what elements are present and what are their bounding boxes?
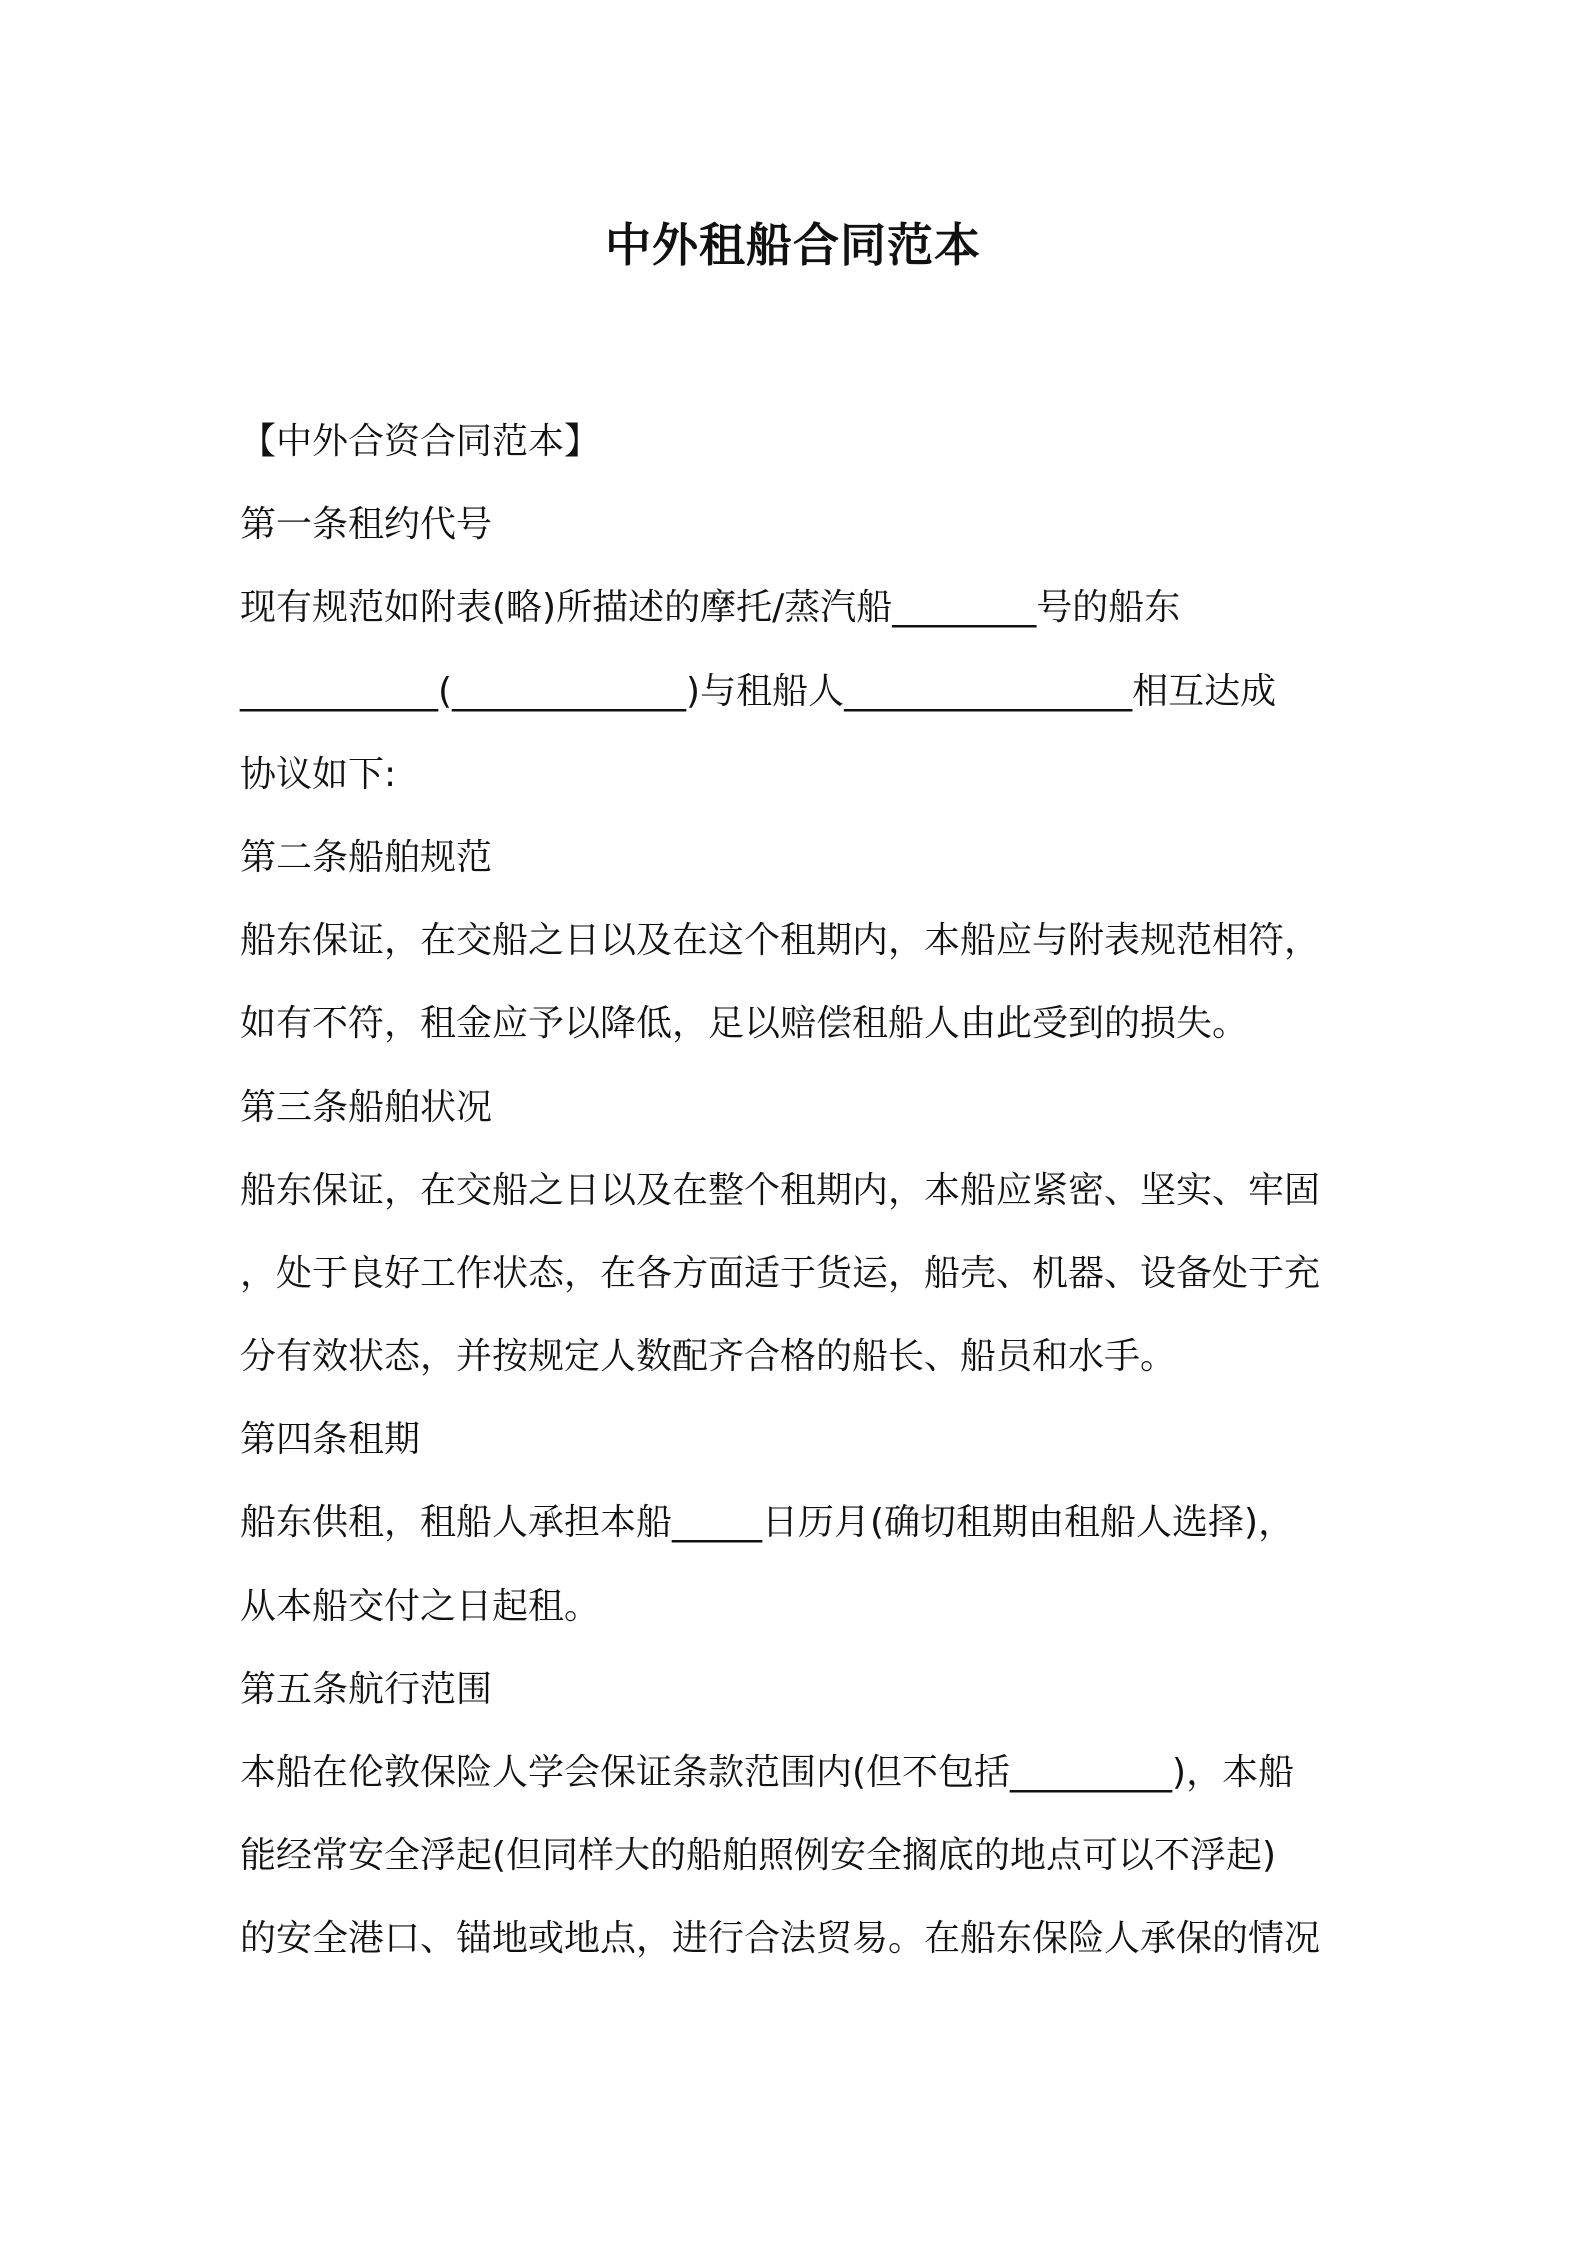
heading-contract-type: 【中外合资合同范本】 — [240, 421, 601, 462]
article-2-heading: 第二条船舶规范 — [240, 836, 493, 878]
paragraph-line: 船东保证，在交船之日以及在这个租期内，本船应与附表规范相符， — [240, 920, 1321, 962]
paragraph-line: ，处于良好工作状态，在各方面适于货运，船壳、机器、设备处于充 — [240, 1252, 1321, 1294]
paragraph-line: 协议如下: — [240, 753, 397, 795]
paragraph-line: 船东保证，在交船之日以及在整个租期内，本船应紧密、坚实、牢固 — [240, 1169, 1321, 1211]
document-title: 中外租船合同范本 — [605, 218, 981, 272]
paragraph-line: ___________(_____________)与租船人________________相互达成 — [240, 670, 1277, 712]
article-4-heading: 第四条租期 — [240, 1419, 421, 1461]
article-5-heading: 第五条航行范围 — [240, 1668, 493, 1710]
paragraph-line: 的安全港口、锚地或地点，进行合法贸易。在船东保险人承保的情况 — [240, 1918, 1321, 1960]
document-body — [240, 400, 1360, 1981]
article-1-heading: 第一条租约代号 — [240, 504, 493, 546]
paragraph-line: 本船在伦敦保险人学会保证条款范围内(但不包括_________)，本船 — [240, 1752, 1295, 1793]
paragraph-line: 现有规范如附表(略)所描述的摩托/蒸汽船________号的船东 — [240, 587, 1181, 629]
paragraph-line: 如有不符，租金应予以降低，足以赔偿租船人由此受到的损失。 — [240, 1003, 1249, 1045]
paragraph-line: 从本船交付之日起租。 — [240, 1585, 601, 1627]
article-3-heading: 第三条船舶状况 — [240, 1086, 493, 1128]
paragraph-line: 分有效状态，并按规定人数配齐合格的船长、船员和水手。 — [240, 1336, 1177, 1378]
paragraph-line: 能经常安全浮起(但同样大的船舶照例安全搁底的地点可以不浮起) — [240, 1835, 1277, 1877]
paragraph-line: 船东供租，租船人承担本船_____日历月(确切租期由租船人选择)， — [240, 1502, 1295, 1544]
